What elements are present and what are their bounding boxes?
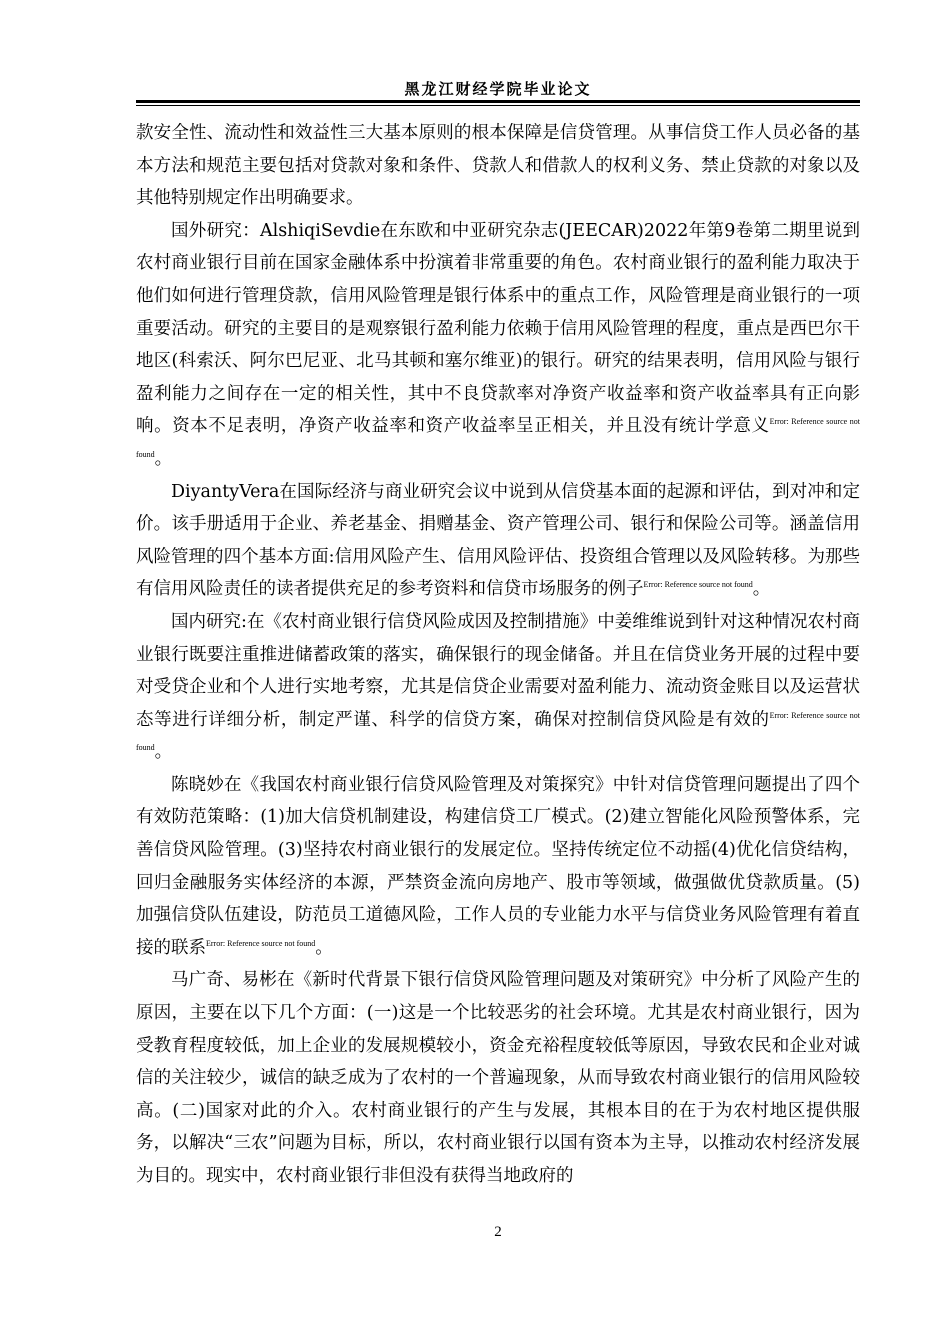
reference-error-marker: Error: Reference source not found	[136, 417, 861, 460]
running-header: 黑龙江财经学院毕业论文	[404, 80, 592, 98]
page-number: 2	[494, 1224, 502, 1240]
header-rule-thin	[136, 105, 860, 106]
reference-error-marker: Error: Reference source not found	[136, 710, 861, 753]
paragraph-diyantyvera	[136, 476, 860, 606]
paragraph-text: 马广奇、易彬在《新时代背景下银行信贷风险管理问题及对策研究》中分析了风险产生的原因，主要在以下几个方面：(一)这是一个比较恶劣的社会环境。尤其是农村商业银行，因为受教育程度较低，加上企业的发展规模较小，资金充裕程度较低等原因，导致农民和企业对诚信的关注较少，诚信的缺乏成为了农村的一个普遍现象，从而导致农村商业银行的信用风险较高。(二)国家对此的介入。农村商业银行的产生与发展，其根本目的在于为农村地区提供服务，以解决“三农”问题为目标，所以，农村商业银行以国有资本为主导，以推动农村经济发展为目的。现实中，农村商业银行非但没有获得当地政府的	[136, 970, 860, 1186]
paragraph-text: 款安全性、流动性和效益性三大基本原则的根本保障是信贷管理。从事信贷工作人员必备的基本方法和规范主要包括对贷款对象和条件、贷款人和借款人的权利义务、禁止贷款的对象以及其他特别规定作出明确要求。	[136, 123, 860, 209]
paragraph-text: 国内研究:在《农村商业银行信贷风险成因及控制措施》中姜维维说到针对这种情况农村商业银行既要注重推进储蓄政策的落实，确保银行的现金储备。并且在信贷业务开展的过程中要对受贷企业和个人进行实地考察，尤其是信贷企业需要对盈利能力、流动资金账目以及运营状态等进行详细分析，制定严谨、科学的信贷方案，确保对控制信贷风险是有效的	[136, 611, 860, 730]
paragraph-end: 。	[154, 742, 173, 763]
paragraph-text: 陈晓妙在《我国农村商业银行信贷风险管理及对策探究》中针对信贷管理问题提出了四个有效防范策略：(1)加大信贷机制建设，构建信贷工厂模式。(2)建立智能化风险预警体系，完善信贷风险管理。(3)坚持农村商业银行的发展定位。坚持传统定位不动摇(4)优化信贷结构，回归金融服务实体经济的本源，严禁资金流向房地产、股市等领域，做强做优贷款质量。(5)加强信贷队伍建设，防范员工道德风险，工作人员的专业能力水平与信贷业务风险管理有着直接的联系	[136, 774, 860, 958]
paragraph-ma-guangqi	[136, 964, 860, 1192]
header-rule-thick	[136, 100, 860, 103]
paragraph-continuation	[136, 117, 860, 215]
paragraph-domestic-research	[136, 606, 860, 769]
paragraph-chen-xiaomiao	[136, 769, 860, 965]
paragraph-end: 。	[154, 448, 173, 469]
paragraph-end: 。	[315, 937, 333, 958]
paragraph-text: DiyantyVera在国际经济与商业研究会议中说到从信贷基本面的起源和评估，到对冲和定价。该手册适用于企业、养老基金、捐赠基金、资产管理公司、银行和保险公司等。涵盖信用风险管理的四个基本方面:信用风险产生、信用风险评估、投资组合管理以及风险转移。为那些有信用风险责任的读者提供充足的参考资料和信贷市场服务的例子	[136, 481, 860, 600]
paragraph-text: 国外研究：AlshiqiSevdie在东欧和中亚研究杂志(JEECAR)2022年第9卷第二期里说到农村商业银行目前在国家金融体系中扮演着非常重要的角色。农村商业银行的盈利能力取决于他们如何进行管理贷款，信用风险管理是银行体系中的重点工作，风险管理是商业银行的一项重要活动。研究的主要目的是观察银行盈利能力依赖于信用风险管理的程度，重点是西巴尔干地区(科索沃、阿尔巴尼亚、北马其顿和塞尔维亚)的银行。研究的结果表明，信用风险与银行盈利能力之间存在一定的相关性，其中不良贷款率对净资产收益率和资产收益率具有正向影响。资本不足表明，净资产收益率和资产收益率呈正相关，并且没有统计学意义	[136, 220, 860, 437]
paragraph-foreign-research	[136, 215, 860, 476]
body-text	[136, 117, 860, 1193]
paragraph-end: 。	[752, 579, 771, 600]
reference-error-marker: Error: Reference source not found	[206, 939, 316, 949]
reference-error-marker: Error: Reference source not found	[643, 580, 753, 590]
